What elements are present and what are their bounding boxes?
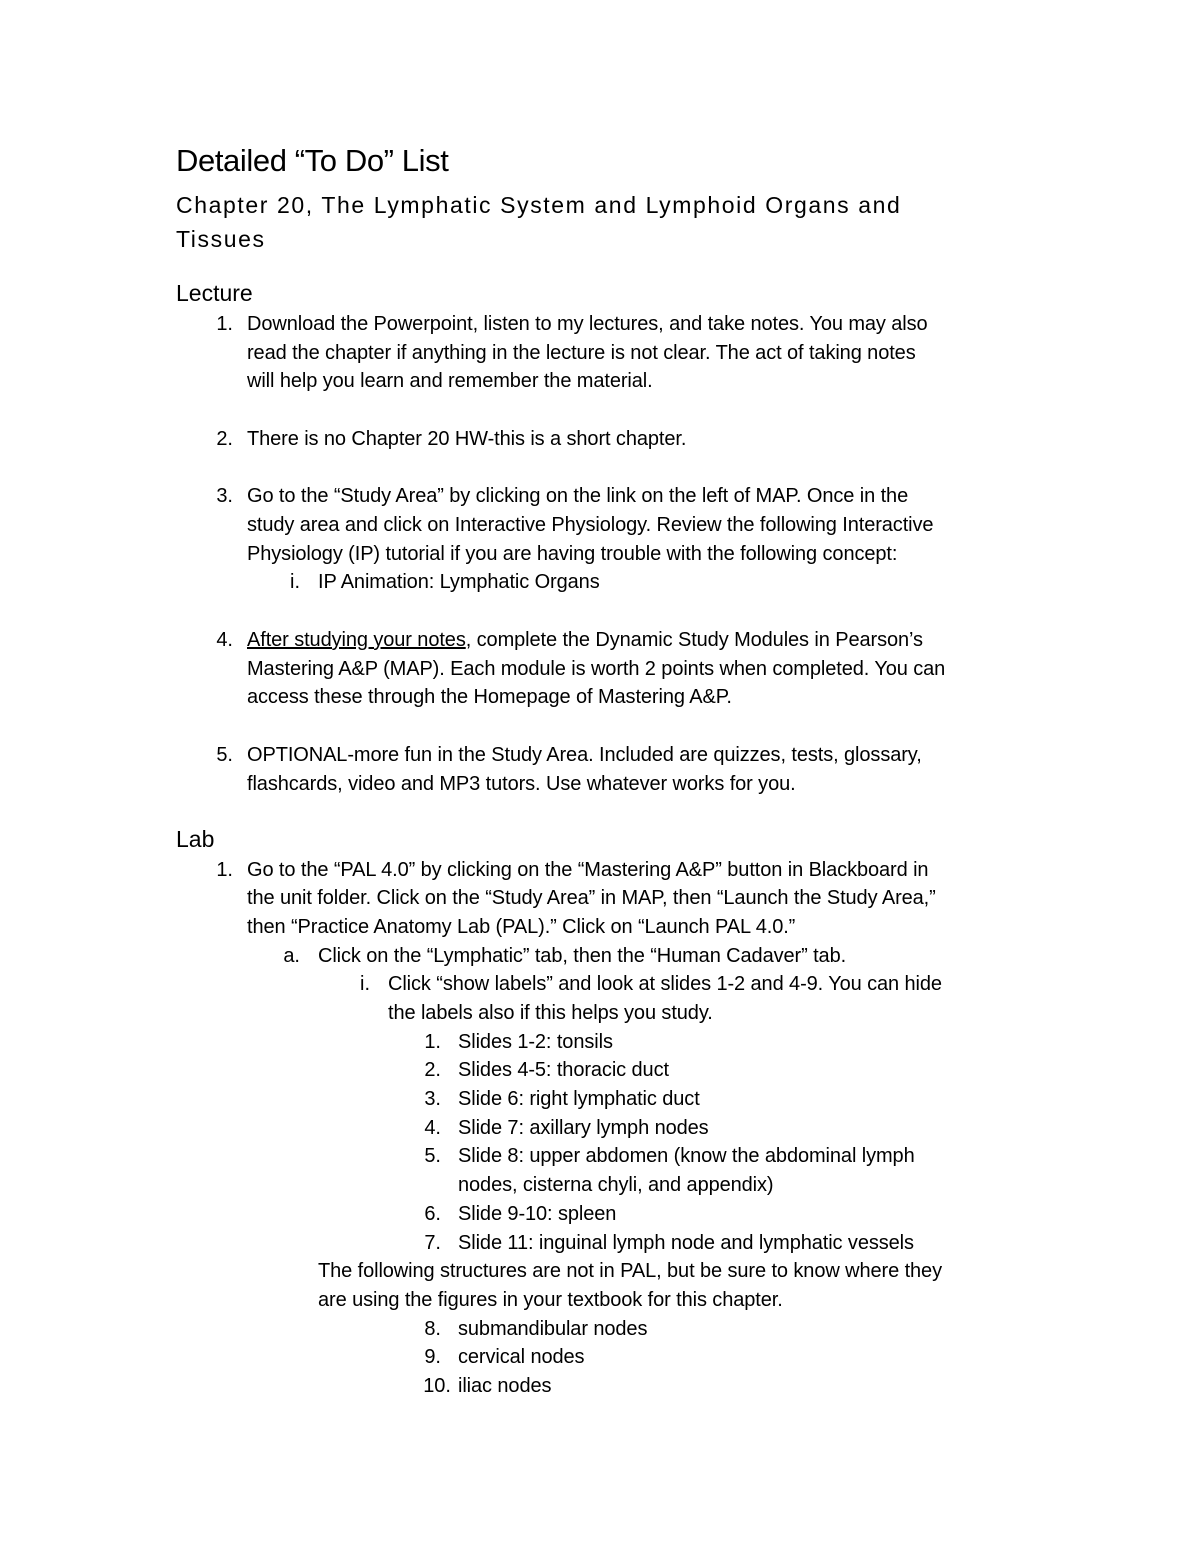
lab-item-1-line-2: the unit folder. Click on the “Study Area” in MAP, then “Launch the Study Area,” — [247, 887, 936, 909]
lab-sub-a-text: Click on the “Lymphatic” tab, then the “Human Cadaver” tab. — [318, 945, 847, 967]
lecture-item-2-number: 2. — [216, 428, 233, 450]
lab-sub-i-line-1: Click “show labels” and look at slides 1-2 and 4-9. You can hide — [388, 973, 942, 995]
lecture-item-3-line-2: study area and click on Interactive Physiology. Review the following Interactive — [247, 514, 934, 536]
lab-item-1-line-1: Go to the “PAL 4.0” by clicking on the “Mastering A&P” button in Blackboard in — [247, 859, 929, 881]
slide-item-5-number: 5. — [424, 1145, 441, 1167]
lab-item-1-line-3: then “Practice Anatomy Lab (PAL).” Click on “Launch PAL 4.0.” — [247, 916, 796, 938]
lecture-item-4-number: 4. — [216, 629, 233, 651]
slide-item-2-text: Slides 4-5: thoracic duct — [458, 1059, 669, 1081]
slide-item-4-number: 4. — [424, 1117, 441, 1139]
lecture-item-3-sub-number: i. — [290, 571, 300, 593]
lecture-item-5-line-1: OPTIONAL-more fun in the Study Area. Included are quizzes, tests, glossary, — [247, 744, 922, 766]
slide-item-7-text: Slide 11: inguinal lymph node and lymphatic vessels — [458, 1232, 914, 1254]
slide-item-4-text: Slide 7: axillary lymph nodes — [458, 1117, 709, 1139]
lecture-item-1-number: 1. — [216, 313, 233, 335]
lecture-item-1-line-2: read the chapter if anything in the lecture is not clear. The act of taking notes — [247, 342, 916, 364]
lecture-item-4-line-3: access these through the Homepage of Mastering A&P. — [247, 686, 732, 708]
lecture-item-4-line-1-rest: , complete the Dynamic Study Modules in Pearson’s — [465, 629, 923, 651]
extra-item-8-number: 8. — [424, 1318, 441, 1340]
extra-item-10-number: 10. — [423, 1375, 451, 1397]
lecture-item-2-line-1: There is no Chapter 20 HW-this is a short chapter. — [247, 428, 687, 450]
lab-note-line-1: The following structures are not in PAL, but be sure to know where they — [318, 1260, 942, 1282]
slide-item-5-line-1: Slide 8: upper abdomen (know the abdominal lymph — [458, 1145, 915, 1167]
lab-sub-i-number: i. — [360, 973, 370, 995]
lecture-item-5-number: 5. — [216, 744, 233, 766]
lab-sub-i-line-2: the labels also if this helps you study. — [388, 1002, 713, 1024]
slide-item-1-text: Slides 1-2: tonsils — [458, 1031, 613, 1053]
lecture-item-4-underlined: After studying your notes — [247, 629, 466, 651]
slide-item-3-text: Slide 6: right lymphatic duct — [458, 1088, 700, 1110]
lecture-item-4-line-1 — [247, 629, 923, 652]
lab-note-line-2: are using the figures in your textbook for this chapter. — [318, 1289, 783, 1311]
slide-item-7-number: 7. — [424, 1232, 441, 1254]
lecture-item-1-line-1: Download the Powerpoint, listen to my lectures, and take notes. You may also — [247, 313, 928, 335]
extra-item-8-text: submandibular nodes — [458, 1318, 648, 1340]
lecture-heading: Lecture — [176, 280, 253, 306]
page-subtitle: Chapter 20, The Lymphatic System and Lymphoid Organs and Tissues — [176, 192, 902, 252]
extra-item-9-number: 9. — [424, 1346, 441, 1368]
lecture-item-3-sub-text: IP Animation: Lymphatic Organs — [318, 571, 600, 593]
extra-item-9-text: cervical nodes — [458, 1346, 585, 1368]
lecture-item-3-line-3: Physiology (IP) tutorial if you are having trouble with the following concept: — [247, 543, 898, 565]
lecture-item-5-line-2: flashcards, video and MP3 tutors. Use whatever works for you. — [247, 773, 796, 795]
lecture-item-3-line-1: Go to the “Study Area” by clicking on the link on the left of MAP. Once in the — [247, 485, 909, 507]
slide-item-5-line-2: nodes, cisterna chyli, and appendix) — [458, 1174, 774, 1196]
extra-item-10-text: iliac nodes — [458, 1375, 552, 1397]
lecture-item-4-line-2: Mastering A&P (MAP). Each module is worth 2 points when completed. You can — [247, 658, 946, 680]
slide-item-3-number: 3. — [424, 1088, 441, 1110]
lab-item-1-number: 1. — [216, 859, 233, 881]
lecture-item-3-number: 3. — [216, 485, 233, 507]
slide-item-6-text: Slide 9-10: spleen — [458, 1203, 617, 1225]
lab-heading: Lab — [176, 826, 215, 852]
slide-item-1-number: 1. — [424, 1031, 441, 1053]
slide-item-6-number: 6. — [424, 1203, 441, 1225]
page-title: Detailed “To Do” List — [176, 143, 449, 178]
slide-item-2-number: 2. — [424, 1059, 441, 1081]
lecture-item-1-line-3: will help you learn and remember the material. — [247, 370, 653, 392]
lab-sub-a-number: a. — [283, 945, 300, 967]
